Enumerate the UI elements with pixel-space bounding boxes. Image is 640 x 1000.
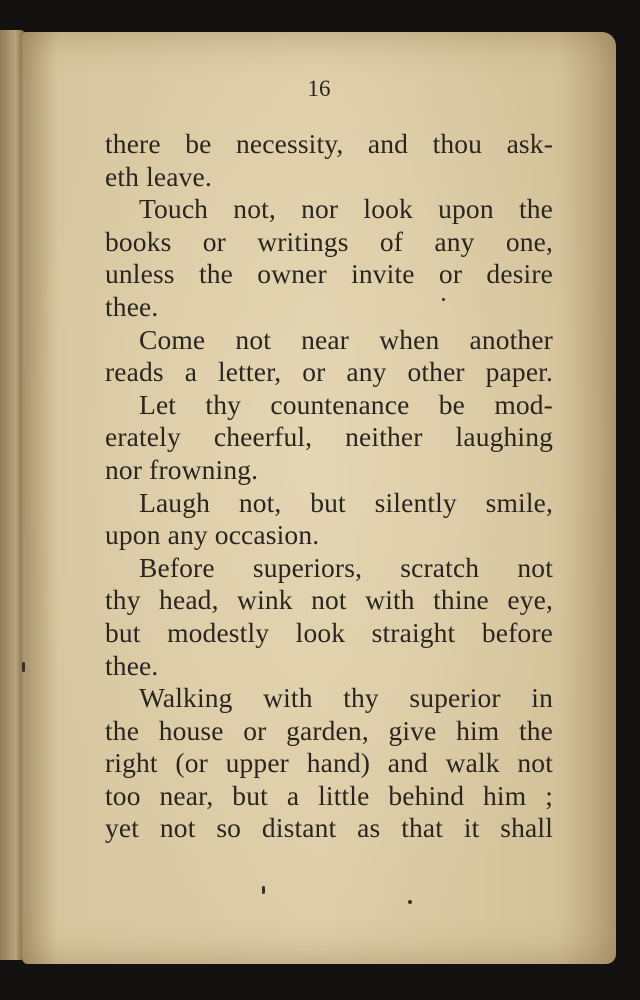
text-line: there be necessity, and thou ask- [105,128,553,159]
text-line: Walking with thy superior in [139,682,553,714]
text-line: books or writings of any one, [105,225,553,257]
text-line: right (or upper hand) and walk not [105,747,553,779]
page-text [105,128,553,845]
text-line: nor frowning. [105,453,259,485]
text-line: Touch not, nor look upon the [139,193,553,225]
book-page [22,32,616,964]
text-line: erately cheerful, neither laughing [105,421,553,453]
ink-speck [262,886,265,894]
text-line: thy head, wink not with thine eye, [105,584,553,616]
text-line: yet not so distant as that it shall [105,812,553,844]
text-line: Let thy countenance be mod- [139,388,553,420]
text-line: Before superiors, scratch not [139,551,553,583]
text-line: Laugh not, but silently smile, [139,486,553,518]
text-line: the house or garden, give him the [105,714,553,746]
ink-speck [408,900,412,904]
ink-speck [442,298,445,301]
text-line: but modestly look straight before [105,616,553,648]
text-line: reads a letter, or any other paper. [105,356,553,388]
text-line: too near, but a little behind him ; [105,779,553,811]
text-line: eth leave. [105,160,212,192]
text-line: unless the owner invite or desire [105,258,553,290]
text-line: thee. [105,649,159,681]
ink-speck [22,662,25,672]
text-line: Come not near when another [139,323,553,355]
text-line: thee. [105,290,159,322]
page-number: 16 [307,76,331,101]
text-line: upon any occasion. [105,519,320,551]
